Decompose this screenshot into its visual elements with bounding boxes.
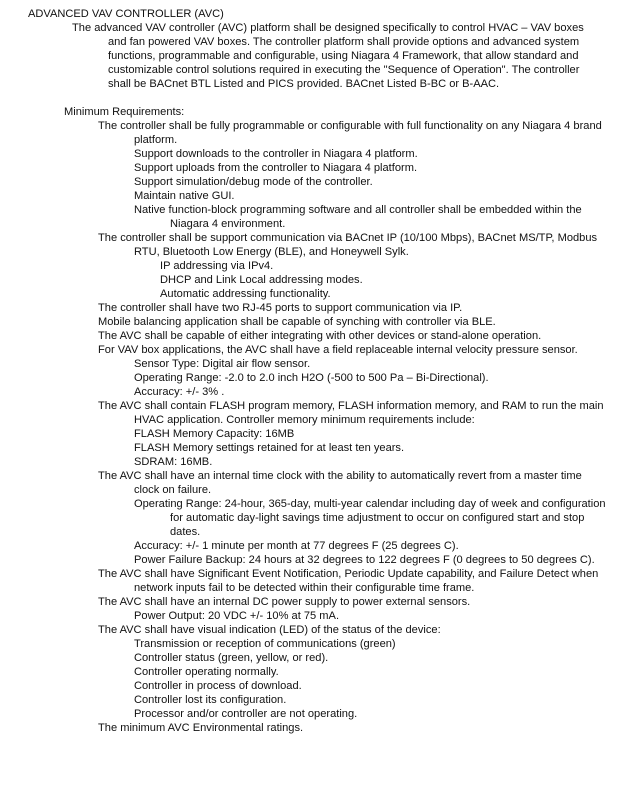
requirement-item: Sensor Type: Digital air flow sensor. — [134, 358, 311, 370]
requirement-item: For VAV box applications, the AVC shall have a field replaceable internal velocity pressure sensor. — [98, 344, 578, 356]
requirement-item: Controller operating normally. — [134, 666, 279, 678]
requirement-item: Controller lost its configuration. — [134, 694, 287, 706]
requirement-item: Support uploads from the controller to Niagara 4 platform. — [134, 162, 418, 174]
requirements-list — [0, 119, 640, 735]
requirement-item: Operating Range: -2.0 to 2.0 inch H2O (-500 to 500 Pa – Bi-Directional). — [134, 372, 489, 384]
requirement-item: SDRAM: 16MB. — [134, 456, 213, 468]
requirement-item: Transmission or reception of communications (green) — [134, 638, 396, 650]
requirement-item: The AVC shall have Significant Event Notification, Periodic Update capability, and Failure Detect when network inputs fail to be detected within their configurable time frame. — [98, 568, 599, 594]
requirement-item: Controller status (green, yellow, or red). — [134, 652, 329, 664]
paragraph-spacer — [0, 91, 640, 105]
requirement-item: Native function-block programming software and all controller shall be embedded within the Niagara 4 environment. — [134, 204, 582, 230]
requirement-item: Power Output: 20 VDC +/- 10% at 75 mA. — [134, 610, 340, 622]
requirement-item: Processor and/or controller are not operating. — [134, 708, 358, 720]
requirement-item: The AVC shall have an internal DC power supply to power external sensors. — [98, 596, 471, 608]
requirement-item: Mobile balancing application shall be capable of synching with controller via BLE. — [98, 316, 496, 328]
requirement-item: The AVC shall have visual indication (LED) of the status of the device: — [98, 624, 441, 636]
requirement-item: Accuracy: +/- 3% . — [134, 386, 225, 398]
requirement-item: The AVC shall be capable of either integrating with other devices or stand-alone operation. — [98, 330, 542, 342]
requirement-item: The minimum AVC Environmental ratings. — [98, 722, 304, 734]
requirement-item: Power Failure Backup: 24 hours at 32 degrees to 122 degrees F (0 degrees to 50 degrees C). — [134, 554, 595, 566]
requirement-item: Automatic addressing functionality. — [160, 288, 331, 300]
requirement-item: Accuracy: +/- 1 minute per month at 77 degrees F (25 degrees C). — [134, 540, 459, 552]
requirement-item: The AVC shall have an internal time clock with the ability to automatically revert from a master time clock on failure. — [98, 470, 582, 496]
requirement-item: Maintain native GUI. — [134, 190, 235, 202]
requirement-item: FLASH Memory settings retained for at least ten years. — [134, 442, 405, 454]
requirement-item: The controller shall have two RJ-45 ports to support communication via IP. — [98, 302, 463, 314]
min-requirements-heading: Minimum Requirements: — [64, 106, 185, 118]
requirement-item: Operating Range: 24-hour, 365-day, multi-year calendar including day of week and configuration for automatic day-light savings time adjustment to occur on configured start and stop dates. — [134, 498, 606, 538]
intro-paragraph: The advanced VAV controller (AVC) platform shall be designed specifically to control HVAC – VAV boxes and fan powered VAV boxes. The controller platform shall provide options and advanced system functions, programmable and configurable, using Niagara 4 Framework, that allow standard and customizable control solutions required in executing the "Sequence of Operation". The controller shall be BACnet BTL Listed and PICS provided. BACnet Listed B-BC or B-AAC. — [72, 22, 584, 90]
requirement-item: Controller in process of download. — [134, 680, 302, 692]
requirement-item: DHCP and Link Local addressing modes. — [160, 274, 363, 286]
requirement-item: IP addressing via IPv4. — [160, 260, 274, 272]
spec-document — [0, 7, 640, 735]
requirement-item: The controller shall be fully programmable or configurable with full functionality on any Niagara 4 brand platform. — [98, 120, 602, 146]
requirement-item: Support downloads to the controller in Niagara 4 platform. — [134, 148, 418, 160]
requirement-item: The controller shall be support communication via BACnet IP (10/100 Mbps), BACnet MS/TP, Modbus RTU, Bluetooth Low Energy (BLE), and Honeywell Sylk. — [98, 232, 598, 258]
requirement-item: FLASH Memory Capacity: 16MB — [134, 428, 295, 440]
requirement-item: The AVC shall contain FLASH program memory, FLASH information memory, and RAM to run the main HVAC application. Controller memory minimum requirements include: — [98, 400, 604, 426]
requirement-item: Support simulation/debug mode of the controller. — [134, 176, 373, 188]
section-heading: ADVANCED VAV CONTROLLER (AVC) — [28, 8, 224, 20]
